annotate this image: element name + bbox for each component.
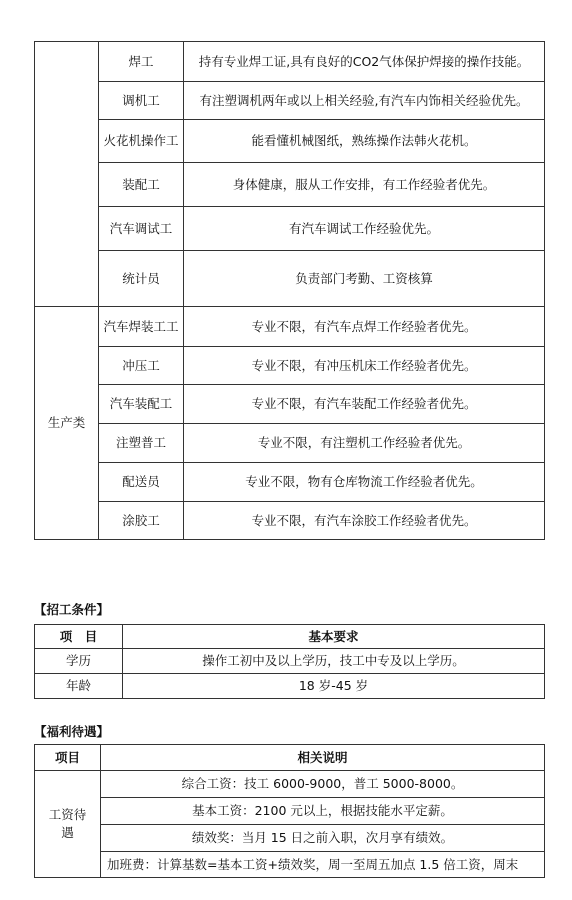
category-cell-production: 生产类: [35, 307, 99, 540]
position-cell: 火花机操作工: [99, 120, 184, 163]
table-header-row: [35, 625, 545, 649]
position-cell: 配送员: [99, 463, 184, 502]
position-cell: 注塑普工: [99, 424, 184, 463]
requirement-cell: 专业不限，有注塑机工作经验者优先。: [184, 424, 545, 463]
condition-value: 18 岁-45 岁: [123, 674, 545, 699]
position-cell: 汽车调试工: [99, 207, 184, 251]
table-row: [35, 42, 545, 82]
conditions-section-title: 【招工条件】: [34, 602, 110, 617]
requirement-cell: 有注塑调机两年或以上相关经验,有汽车内饰相关经验优先。: [184, 82, 545, 120]
position-cell: 统计员: [99, 251, 184, 307]
table-row: [35, 307, 545, 347]
benefit-description: 绩效奖：当月 15 日之前入职，次月享有绩效。: [101, 825, 545, 852]
condition-item: 年龄: [35, 674, 123, 699]
requirement-cell: 专业不限，有汽车涂胶工作经验者优先。: [184, 502, 545, 540]
table-header-row: [35, 745, 545, 771]
requirement-cell: 持有专业焊工证,具有良好的CO2气体保护焊接的操作技能。: [184, 42, 545, 82]
requirement-cell: 专业不限，有汽车点焊工作经验者优先。: [184, 307, 545, 347]
condition-item: 学历: [35, 649, 123, 674]
table-row: [35, 163, 545, 207]
requirement-cell: 能看懂机械图纸，熟练操作法韩火花机。: [184, 120, 545, 163]
table-row: [35, 424, 545, 463]
benefits-section-title: 【福利待遇】: [34, 724, 110, 739]
table-row: [35, 798, 545, 825]
table-row: [35, 385, 545, 424]
position-cell: 焊工: [99, 42, 184, 82]
table-row: [35, 251, 545, 307]
requirement-cell: 负责部门考勤、工资核算: [184, 251, 545, 307]
table-row: [35, 463, 545, 502]
wage-label-cell: [35, 771, 101, 878]
table-row: [35, 120, 545, 163]
requirement-cell: 有汽车调试工作经验优先。: [184, 207, 545, 251]
position-cell: 冲压工: [99, 347, 184, 385]
requirement-cell: 专业不限，有汽车装配工作经验者优先。: [184, 385, 545, 424]
position-cell: 涂胶工: [99, 502, 184, 540]
table-row: [35, 852, 545, 878]
condition-value: 操作工初中及以上学历，技工中专及以上学历。: [123, 649, 545, 674]
table-row: [35, 825, 545, 852]
position-cell: 调机工: [99, 82, 184, 120]
header-item: 项目: [35, 745, 101, 771]
wage-label: 工资待遇: [48, 807, 87, 840]
benefit-description: 综合工资：技工 6000-9000，普工 5000-8000。: [101, 771, 545, 798]
table-row: [35, 771, 545, 798]
position-cell: 装配工: [99, 163, 184, 207]
benefit-description: 基本工资：2100 元以上，根据技能水平定薪。: [101, 798, 545, 825]
position-cell: 汽车焊装工工: [99, 307, 184, 347]
table-row: [35, 502, 545, 540]
header-requirement: 基本要求: [123, 625, 545, 649]
table-row: [35, 207, 545, 251]
table-row: [35, 674, 545, 699]
table-row: [35, 347, 545, 385]
conditions-table: [34, 624, 545, 699]
position-cell: 汽车装配工: [99, 385, 184, 424]
category-cell-tech: [35, 42, 99, 307]
header-item: 项 目: [35, 625, 123, 649]
header-description: 相关说明: [101, 745, 545, 771]
benefits-table: [34, 744, 545, 878]
jobs-table: [34, 41, 545, 540]
requirement-cell: 专业不限，物有仓库物流工作经验者优先。: [184, 463, 545, 502]
table-row: [35, 649, 545, 674]
requirement-cell: 身体健康，服从工作安排，有工作经验者优先。: [184, 163, 545, 207]
benefit-description: 加班费：计算基数=基本工资+绩效奖，周一至周五加点 1.5 倍工资，周末: [101, 852, 545, 878]
table-row: [35, 82, 545, 120]
requirement-cell: 专业不限，有冲压机床工作经验者优先。: [184, 347, 545, 385]
